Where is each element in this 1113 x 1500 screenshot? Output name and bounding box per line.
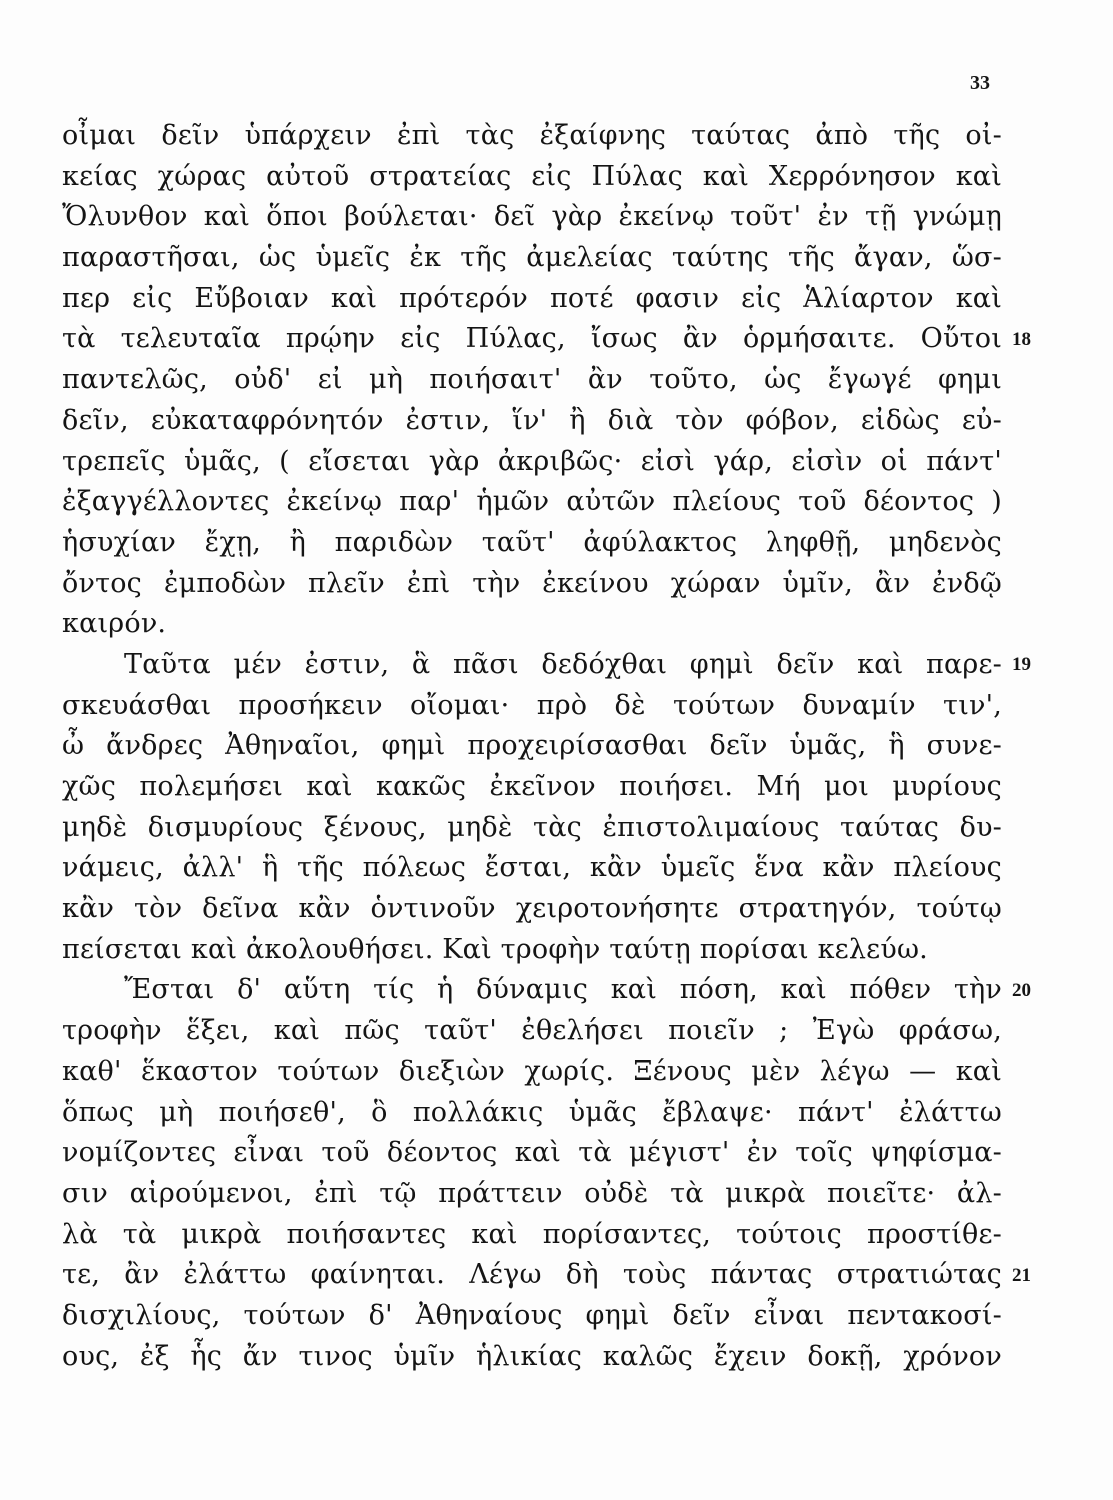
text-line (62, 1052, 1002, 1093)
section-number: 18 (1012, 328, 1031, 350)
line-text: λὰ τὰ μικρὰ ποιήσαντες καὶ πορίσαντες, τούτοις προστίθε- (62, 1218, 1002, 1250)
line-text: παντελῶς, οὐδ' εἰ μὴ ποιήσαιτ' ἂν τοῦτο, ὡς ἔγωγέ φημι (62, 364, 1002, 396)
text-line (62, 482, 1002, 523)
line-text: τροφὴν ἕξει, καὶ πῶς ταῦτ' ἐθελήσει ποιεῖν ; Ἐγὼ φράσω, (62, 1015, 1002, 1047)
body-text (62, 116, 1002, 1377)
text-line (62, 360, 1002, 401)
text-line (62, 1011, 1002, 1052)
text-line (62, 808, 1002, 849)
text-line (62, 767, 1002, 808)
line-text: ἐξαγγέλλοντες ἐκείνῳ παρ' ἡμῶν αὐτῶν πλείους τοῦ δέοντος ) (62, 486, 1002, 518)
page-number: 33 (970, 72, 990, 94)
text-line (62, 604, 1002, 645)
text-line (62, 1093, 1002, 1134)
text-line (62, 1174, 1002, 1215)
line-text: καιρόν. (62, 608, 167, 640)
line-text: καθ' ἕκαστον τούτων διεξιὼν χωρίς. Ξένους μὲν λέγω — καὶ (62, 1055, 1002, 1087)
line-text: τε, ἂν ἐλάττω φαίνηται. Λέγω δὴ τοὺς πάντας στρατιώτας (62, 1259, 1002, 1291)
line-text: ὄντος ἐμποδὼν πλεῖν ἐπὶ τὴν ἐκείνου χώραν ὑμῖν, ἂν ἐνδῷ (62, 567, 1002, 599)
text-line (62, 1133, 1002, 1174)
line-text: ους, ἐξ ἧς ἄν τινος ὑμῖν ἡλικίας καλῶς ἔχειν δοκῇ, χρόνον (62, 1340, 1002, 1372)
text-line (62, 523, 1002, 564)
line-text: τὰ τελευταῖα πρῴην εἰς Πύλας, ἴσως ἂν ὁρμήσαιτε. Οὔτοι (62, 323, 1002, 355)
text-line (62, 930, 1002, 971)
line-text: δισχιλίους, τούτων δ' Ἀθηναίους φημὶ δεῖν εἶναι πεντακοσί- (62, 1299, 1002, 1331)
text-line (62, 279, 1002, 320)
line-text: χῶς πολεμήσει καὶ κακῶς ἐκεῖνον ποιήσει. Μή μοι μυρίους (62, 771, 1002, 802)
line-text: τρεπεῖς ὑμᾶς, ( εἴσεται γὰρ ἀκριβῶς· εἰσὶ γάρ, εἰσὶν οἱ πάντ' (62, 445, 1002, 477)
line-text: Ταῦτα μέν ἐστιν, ἃ πᾶσι δεδόχθαι φημὶ δεῖν καὶ παρε- (124, 648, 1002, 680)
text-line (62, 1296, 1002, 1337)
line-text: ὅπως μὴ ποιήσεθ', ὃ πολλάκις ὑμᾶς ἔβλαψε· πάντ' ἐλάττω (62, 1096, 1002, 1128)
text-line (62, 726, 1002, 767)
section-number: 19 (1012, 654, 1031, 676)
text-line (62, 401, 1002, 442)
line-text: κείας χώρας αὐτοῦ στρατείας εἰς Πύλας καὶ Χερρόνησον καὶ (62, 160, 1002, 192)
line-text: σιν αἱρούμενοι, ἐπὶ τῷ πράττειν οὐδὲ τὰ μικρὰ ποιεῖτε· ἀλ- (62, 1177, 1002, 1209)
text-line (62, 197, 1002, 238)
text-line (62, 848, 1002, 889)
text-line (62, 1255, 1002, 1296)
text-line (62, 645, 1002, 686)
text-line (62, 442, 1002, 483)
text-line (62, 1215, 1002, 1256)
line-text: πείσεται καὶ ἀκολουθήσει. Καὶ τροφὴν ταύτῃ πορίσαι κελεύω. (62, 933, 928, 965)
line-text: Ὄλυνθον καὶ ὅποι βούλεται· δεῖ γὰρ ἐκείνῳ τοῦτ' ἐν τῇ γνώμῃ (62, 201, 1002, 233)
text-line (62, 238, 1002, 279)
line-text: παραστῆσαι, ὡς ὑμεῖς ἐκ τῆς ἀμελείας ταύτης τῆς ἄγαν, ὥσ- (62, 242, 1002, 274)
text-line (62, 970, 1002, 1011)
section-number: 20 (1012, 979, 1031, 1001)
text-line (62, 564, 1002, 605)
line-text: κἂν τὸν δεῖνα κἂν ὁντινοῦν χειροτονήσητε στρατηγόν, τούτῳ (62, 893, 1002, 925)
line-text: νομίζοντες εἶναι τοῦ δέοντος καὶ τὰ μέγιστ' ἐν τοῖς ψηφίσμα- (62, 1137, 1002, 1169)
line-text: περ εἰς Εὔβοιαν καὶ πρότερόν ποτέ φασιν εἰς Ἁλίαρτον καὶ (62, 282, 1002, 314)
line-text: νάμεις, ἀλλ' ἣ τῆς πόλεως ἔσται, κἂν ὑμεῖς ἕνα κἂν πλείους (62, 852, 1002, 884)
section-number: 21 (1012, 1264, 1031, 1286)
text-line (62, 1337, 1002, 1378)
text-line (62, 116, 1002, 157)
line-text: Ἔσται δ' αὕτη τίς ἡ δύναμις καὶ πόση, καὶ πόθεν τὴν (124, 974, 1002, 1006)
line-text: μηδὲ δισμυρίους ξένους, μηδὲ τὰς ἐπιστολιμαίους ταύτας δυ- (62, 811, 1002, 843)
line-text: οἶμαι δεῖν ὑπάρχειν ἐπὶ τὰς ἐξαίφνης ταύτας ἀπὸ τῆς οἰ- (62, 120, 1002, 151)
text-line (62, 686, 1002, 727)
text-line (62, 319, 1002, 360)
line-text: δεῖν, εὐκαταφρόνητόν ἐστιν, ἵν' ἢ διὰ τὸν φόβον, εἰδὼς εὐ- (62, 404, 1002, 436)
line-text: σκευάσθαι προσήκειν οἴομαι· πρὸ δὲ τούτων δυναμίν τιν', (62, 689, 1002, 721)
text-line (62, 889, 1002, 930)
line-text: ἡσυχίαν ἔχῃ, ἢ παριδὼν ταῦτ' ἀφύλακτος ληφθῇ, μηδενὸς (62, 526, 1002, 558)
text-line (62, 157, 1002, 198)
line-text: ὦ ἄνδρες Ἀθηναῖοι, φημὶ προχειρίσασθαι δεῖν ὑμᾶς, ἣ συνε- (62, 730, 1002, 762)
